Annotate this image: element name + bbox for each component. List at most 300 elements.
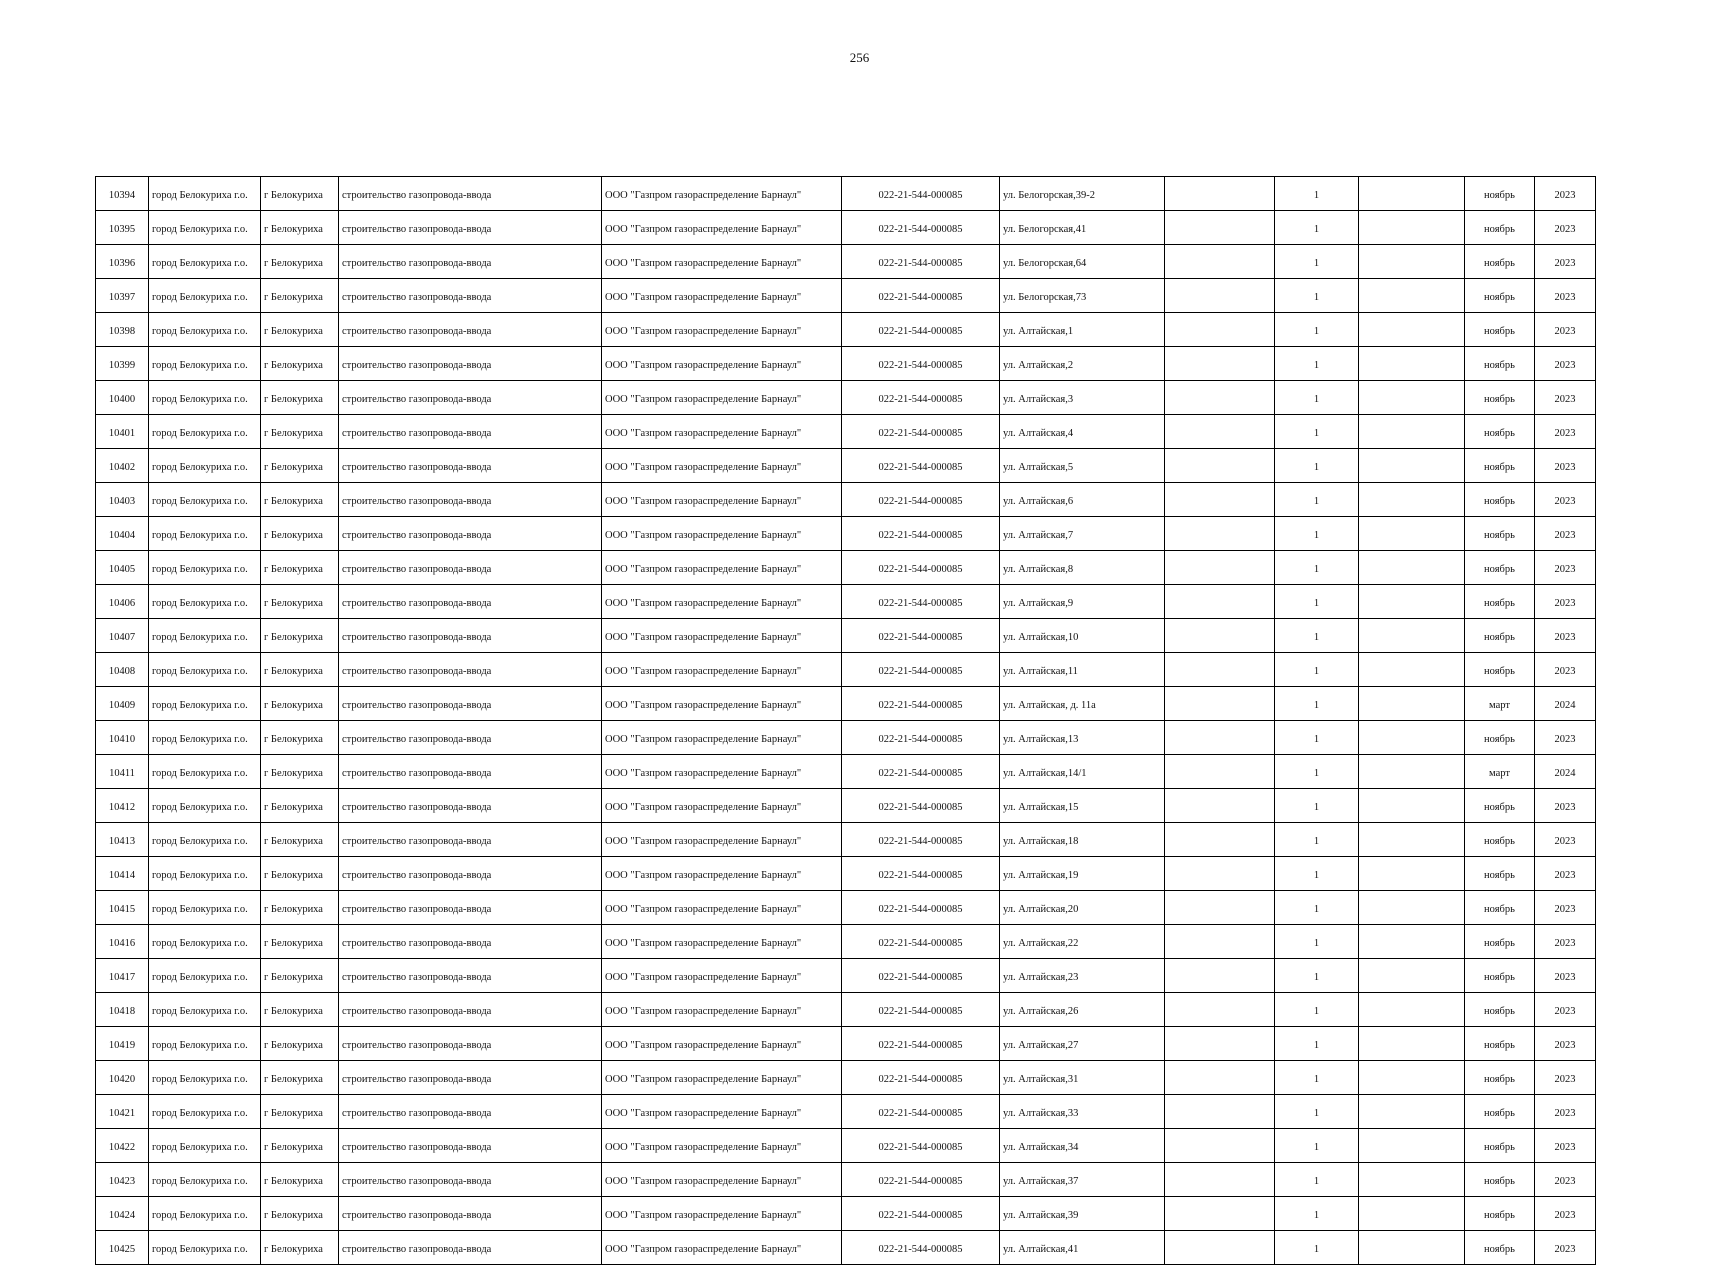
table-row bbox=[96, 245, 1596, 279]
address-cell: ул. Алтайская,20 bbox=[1000, 891, 1165, 925]
locality-cell: г Белокуриха bbox=[261, 1027, 339, 1061]
empty-cell bbox=[1165, 687, 1275, 721]
organization-cell: ООО "Газпром газораспределение Барнаул" bbox=[602, 211, 842, 245]
organization-cell: ООО "Газпром газораспределение Барнаул" bbox=[602, 993, 842, 1027]
work-type-cell: строительство газопровода-ввода bbox=[339, 1061, 602, 1095]
locality-cell: г Белокуриха bbox=[261, 755, 339, 789]
empty-cell bbox=[1359, 755, 1465, 789]
year-cell: 2023 bbox=[1535, 1129, 1596, 1163]
municipality-cell: город Белокуриха г.о. bbox=[149, 993, 261, 1027]
month-cell: ноябрь bbox=[1465, 925, 1535, 959]
month-cell: ноябрь bbox=[1465, 279, 1535, 313]
empty-cell bbox=[1165, 925, 1275, 959]
table-row bbox=[96, 1027, 1596, 1061]
work-type-cell: строительство газопровода-ввода bbox=[339, 211, 602, 245]
month-cell: ноябрь bbox=[1465, 1061, 1535, 1095]
empty-cell bbox=[1165, 551, 1275, 585]
municipality-cell: город Белокуриха г.о. bbox=[149, 1231, 261, 1265]
locality-cell: г Белокуриха bbox=[261, 381, 339, 415]
table-row bbox=[96, 517, 1596, 551]
year-cell: 2023 bbox=[1535, 1061, 1596, 1095]
table-row bbox=[96, 823, 1596, 857]
municipality-cell: город Белокуриха г.о. bbox=[149, 721, 261, 755]
work-type-cell: строительство газопровода-ввода bbox=[339, 687, 602, 721]
address-cell: ул. Алтайская,7 bbox=[1000, 517, 1165, 551]
work-type-cell: строительство газопровода-ввода bbox=[339, 755, 602, 789]
program-code-cell: 022-21-544-000085 bbox=[842, 1197, 1000, 1231]
program-code-cell: 022-21-544-000085 bbox=[842, 449, 1000, 483]
month-cell: ноябрь bbox=[1465, 789, 1535, 823]
municipality-cell: город Белокуриха г.о. bbox=[149, 823, 261, 857]
program-code-cell: 022-21-544-000085 bbox=[842, 1095, 1000, 1129]
empty-cell bbox=[1165, 891, 1275, 925]
month-cell: ноябрь bbox=[1465, 993, 1535, 1027]
year-cell: 2023 bbox=[1535, 517, 1596, 551]
locality-cell: г Белокуриха bbox=[261, 1129, 339, 1163]
quantity-cell: 1 bbox=[1275, 993, 1359, 1027]
year-cell: 2023 bbox=[1535, 721, 1596, 755]
quantity-cell: 1 bbox=[1275, 721, 1359, 755]
empty-cell bbox=[1165, 1061, 1275, 1095]
row-number-cell: 10399 bbox=[96, 347, 149, 381]
year-cell: 2023 bbox=[1535, 1027, 1596, 1061]
organization-cell: ООО "Газпром газораспределение Барнаул" bbox=[602, 1095, 842, 1129]
locality-cell: г Белокуриха bbox=[261, 449, 339, 483]
month-cell: ноябрь bbox=[1465, 857, 1535, 891]
locality-cell: г Белокуриха bbox=[261, 551, 339, 585]
year-cell: 2023 bbox=[1535, 177, 1596, 211]
work-type-cell: строительство газопровода-ввода bbox=[339, 551, 602, 585]
address-cell: ул. Алтайская,34 bbox=[1000, 1129, 1165, 1163]
empty-cell bbox=[1165, 1129, 1275, 1163]
table-row bbox=[96, 891, 1596, 925]
program-code-cell: 022-21-544-000085 bbox=[842, 653, 1000, 687]
locality-cell: г Белокуриха bbox=[261, 313, 339, 347]
quantity-cell: 1 bbox=[1275, 279, 1359, 313]
empty-cell bbox=[1359, 279, 1465, 313]
program-code-cell: 022-21-544-000085 bbox=[842, 755, 1000, 789]
locality-cell: г Белокуриха bbox=[261, 857, 339, 891]
row-number-cell: 10421 bbox=[96, 1095, 149, 1129]
month-cell: ноябрь bbox=[1465, 313, 1535, 347]
organization-cell: ООО "Газпром газораспределение Барнаул" bbox=[602, 1163, 842, 1197]
municipality-cell: город Белокуриха г.о. bbox=[149, 755, 261, 789]
address-cell: ул. Алтайская,41 bbox=[1000, 1231, 1165, 1265]
locality-cell: г Белокуриха bbox=[261, 1061, 339, 1095]
row-number-cell: 10397 bbox=[96, 279, 149, 313]
municipality-cell: город Белокуриха г.о. bbox=[149, 891, 261, 925]
empty-cell bbox=[1359, 177, 1465, 211]
organization-cell: ООО "Газпром газораспределение Барнаул" bbox=[602, 1061, 842, 1095]
table-row bbox=[96, 653, 1596, 687]
program-code-cell: 022-21-544-000085 bbox=[842, 585, 1000, 619]
organization-cell: ООО "Газпром газораспределение Барнаул" bbox=[602, 721, 842, 755]
empty-cell bbox=[1165, 585, 1275, 619]
empty-cell bbox=[1165, 619, 1275, 653]
municipality-cell: город Белокуриха г.о. bbox=[149, 211, 261, 245]
year-cell: 2023 bbox=[1535, 993, 1596, 1027]
row-number-cell: 10398 bbox=[96, 313, 149, 347]
address-cell: ул. Алтайская,13 bbox=[1000, 721, 1165, 755]
empty-cell bbox=[1165, 857, 1275, 891]
municipality-cell: город Белокуриха г.о. bbox=[149, 245, 261, 279]
row-number-cell: 10425 bbox=[96, 1231, 149, 1265]
row-number-cell: 10408 bbox=[96, 653, 149, 687]
empty-cell bbox=[1165, 1095, 1275, 1129]
year-cell: 2023 bbox=[1535, 381, 1596, 415]
table-row bbox=[96, 211, 1596, 245]
address-cell: ул. Алтайская,10 bbox=[1000, 619, 1165, 653]
quantity-cell: 1 bbox=[1275, 619, 1359, 653]
address-cell: ул. Алтайская,5 bbox=[1000, 449, 1165, 483]
empty-cell bbox=[1165, 789, 1275, 823]
organization-cell: ООО "Газпром газораспределение Барнаул" bbox=[602, 517, 842, 551]
empty-cell bbox=[1359, 619, 1465, 653]
table-row bbox=[96, 959, 1596, 993]
work-type-cell: строительство газопровода-ввода bbox=[339, 517, 602, 551]
empty-cell bbox=[1165, 993, 1275, 1027]
municipality-cell: город Белокуриха г.о. bbox=[149, 619, 261, 653]
month-cell: ноябрь bbox=[1465, 415, 1535, 449]
month-cell: ноябрь bbox=[1465, 483, 1535, 517]
locality-cell: г Белокуриха bbox=[261, 1163, 339, 1197]
table-row bbox=[96, 789, 1596, 823]
program-code-cell: 022-21-544-000085 bbox=[842, 891, 1000, 925]
organization-cell: ООО "Газпром газораспределение Барнаул" bbox=[602, 1027, 842, 1061]
row-number-cell: 10401 bbox=[96, 415, 149, 449]
locality-cell: г Белокуриха bbox=[261, 653, 339, 687]
program-code-cell: 022-21-544-000085 bbox=[842, 721, 1000, 755]
year-cell: 2024 bbox=[1535, 687, 1596, 721]
month-cell: ноябрь bbox=[1465, 1197, 1535, 1231]
work-type-cell: строительство газопровода-ввода bbox=[339, 619, 602, 653]
month-cell: март bbox=[1465, 687, 1535, 721]
year-cell: 2023 bbox=[1535, 211, 1596, 245]
organization-cell: ООО "Газпром газораспределение Барнаул" bbox=[602, 925, 842, 959]
locality-cell: г Белокуриха bbox=[261, 993, 339, 1027]
work-type-cell: строительство газопровода-ввода bbox=[339, 925, 602, 959]
row-number-cell: 10406 bbox=[96, 585, 149, 619]
locality-cell: г Белокуриха bbox=[261, 1231, 339, 1265]
row-number-cell: 10412 bbox=[96, 789, 149, 823]
locality-cell: г Белокуриха bbox=[261, 279, 339, 313]
address-cell: ул. Алтайская,4 bbox=[1000, 415, 1165, 449]
work-type-cell: строительство газопровода-ввода bbox=[339, 347, 602, 381]
table-row bbox=[96, 347, 1596, 381]
locality-cell: г Белокуриха bbox=[261, 1197, 339, 1231]
empty-cell bbox=[1359, 245, 1465, 279]
month-cell: ноябрь bbox=[1465, 517, 1535, 551]
empty-cell bbox=[1165, 1231, 1275, 1265]
empty-cell bbox=[1165, 1197, 1275, 1231]
program-code-cell: 022-21-544-000085 bbox=[842, 347, 1000, 381]
program-code-cell: 022-21-544-000085 bbox=[842, 925, 1000, 959]
quantity-cell: 1 bbox=[1275, 755, 1359, 789]
empty-cell bbox=[1359, 449, 1465, 483]
program-code-cell: 022-21-544-000085 bbox=[842, 551, 1000, 585]
program-code-cell: 022-21-544-000085 bbox=[842, 823, 1000, 857]
empty-cell bbox=[1359, 823, 1465, 857]
quantity-cell: 1 bbox=[1275, 177, 1359, 211]
quantity-cell: 1 bbox=[1275, 1027, 1359, 1061]
work-type-cell: строительство газопровода-ввода bbox=[339, 177, 602, 211]
empty-cell bbox=[1165, 211, 1275, 245]
locality-cell: г Белокуриха bbox=[261, 585, 339, 619]
month-cell: ноябрь bbox=[1465, 211, 1535, 245]
program-code-cell: 022-21-544-000085 bbox=[842, 1027, 1000, 1061]
program-code-cell: 022-21-544-000085 bbox=[842, 1129, 1000, 1163]
organization-cell: ООО "Газпром газораспределение Барнаул" bbox=[602, 483, 842, 517]
year-cell: 2023 bbox=[1535, 551, 1596, 585]
locality-cell: г Белокуриха bbox=[261, 687, 339, 721]
row-number-cell: 10418 bbox=[96, 993, 149, 1027]
year-cell: 2023 bbox=[1535, 313, 1596, 347]
year-cell: 2023 bbox=[1535, 1197, 1596, 1231]
empty-cell bbox=[1165, 755, 1275, 789]
municipality-cell: город Белокуриха г.о. bbox=[149, 653, 261, 687]
organization-cell: ООО "Газпром газораспределение Барнаул" bbox=[602, 449, 842, 483]
organization-cell: ООО "Газпром газораспределение Барнаул" bbox=[602, 755, 842, 789]
work-type-cell: строительство газопровода-ввода bbox=[339, 721, 602, 755]
work-type-cell: строительство газопровода-ввода bbox=[339, 891, 602, 925]
municipality-cell: город Белокуриха г.о. bbox=[149, 381, 261, 415]
quantity-cell: 1 bbox=[1275, 211, 1359, 245]
program-code-cell: 022-21-544-000085 bbox=[842, 1163, 1000, 1197]
quantity-cell: 1 bbox=[1275, 1163, 1359, 1197]
year-cell: 2023 bbox=[1535, 959, 1596, 993]
municipality-cell: город Белокуриха г.о. bbox=[149, 1129, 261, 1163]
municipality-cell: город Белокуриха г.о. bbox=[149, 1061, 261, 1095]
empty-cell bbox=[1165, 381, 1275, 415]
year-cell: 2023 bbox=[1535, 245, 1596, 279]
program-code-cell: 022-21-544-000085 bbox=[842, 1061, 1000, 1095]
empty-cell bbox=[1165, 959, 1275, 993]
municipality-cell: город Белокуриха г.о. bbox=[149, 279, 261, 313]
locality-cell: г Белокуриха bbox=[261, 721, 339, 755]
work-type-cell: строительство газопровода-ввода bbox=[339, 279, 602, 313]
address-cell: ул. Алтайская,2 bbox=[1000, 347, 1165, 381]
empty-cell bbox=[1359, 993, 1465, 1027]
row-number-cell: 10416 bbox=[96, 925, 149, 959]
address-cell: ул. Белогорская,39-2 bbox=[1000, 177, 1165, 211]
locality-cell: г Белокуриха bbox=[261, 789, 339, 823]
table-row bbox=[96, 755, 1596, 789]
municipality-cell: город Белокуриха г.о. bbox=[149, 1095, 261, 1129]
locality-cell: г Белокуриха bbox=[261, 177, 339, 211]
work-type-cell: строительство газопровода-ввода bbox=[339, 313, 602, 347]
empty-cell bbox=[1165, 415, 1275, 449]
empty-cell bbox=[1165, 483, 1275, 517]
year-cell: 2023 bbox=[1535, 1163, 1596, 1197]
empty-cell bbox=[1359, 585, 1465, 619]
empty-cell bbox=[1359, 1095, 1465, 1129]
address-cell: ул. Белогорская,73 bbox=[1000, 279, 1165, 313]
locality-cell: г Белокуриха bbox=[261, 925, 339, 959]
empty-cell bbox=[1359, 483, 1465, 517]
quantity-cell: 1 bbox=[1275, 381, 1359, 415]
month-cell: ноябрь bbox=[1465, 1231, 1535, 1265]
work-type-cell: строительство газопровода-ввода bbox=[339, 415, 602, 449]
year-cell: 2023 bbox=[1535, 1231, 1596, 1265]
program-code-cell: 022-21-544-000085 bbox=[842, 177, 1000, 211]
month-cell: ноябрь bbox=[1465, 449, 1535, 483]
row-number-cell: 10422 bbox=[96, 1129, 149, 1163]
work-type-cell: строительство газопровода-ввода bbox=[339, 1027, 602, 1061]
table-row bbox=[96, 1231, 1596, 1265]
address-cell: ул. Алтайская,23 bbox=[1000, 959, 1165, 993]
work-type-cell: строительство газопровода-ввода bbox=[339, 857, 602, 891]
table-row bbox=[96, 1197, 1596, 1231]
work-type-cell: строительство газопровода-ввода bbox=[339, 483, 602, 517]
work-type-cell: строительство газопровода-ввода bbox=[339, 585, 602, 619]
locality-cell: г Белокуриха bbox=[261, 1095, 339, 1129]
table-row bbox=[96, 449, 1596, 483]
page-number: 256 bbox=[849, 50, 870, 65]
address-cell: ул. Алтайская,11 bbox=[1000, 653, 1165, 687]
organization-cell: ООО "Газпром газораспределение Барнаул" bbox=[602, 381, 842, 415]
empty-cell bbox=[1165, 279, 1275, 313]
empty-cell bbox=[1359, 1061, 1465, 1095]
organization-cell: ООО "Газпром газораспределение Барнаул" bbox=[602, 245, 842, 279]
work-type-cell: строительство газопровода-ввода bbox=[339, 449, 602, 483]
quantity-cell: 1 bbox=[1275, 415, 1359, 449]
municipality-cell: город Белокуриха г.о. bbox=[149, 585, 261, 619]
work-type-cell: строительство газопровода-ввода bbox=[339, 1129, 602, 1163]
empty-cell bbox=[1359, 891, 1465, 925]
month-cell: ноябрь bbox=[1465, 653, 1535, 687]
quantity-cell: 1 bbox=[1275, 245, 1359, 279]
program-code-cell: 022-21-544-000085 bbox=[842, 245, 1000, 279]
row-number-cell: 10402 bbox=[96, 449, 149, 483]
quantity-cell: 1 bbox=[1275, 551, 1359, 585]
empty-cell bbox=[1165, 653, 1275, 687]
municipality-cell: город Белокуриха г.о. bbox=[149, 449, 261, 483]
organization-cell: ООО "Газпром газораспределение Барнаул" bbox=[602, 857, 842, 891]
address-cell: ул. Алтайская,6 bbox=[1000, 483, 1165, 517]
empty-cell bbox=[1359, 313, 1465, 347]
locality-cell: г Белокуриха bbox=[261, 517, 339, 551]
municipality-cell: город Белокуриха г.о. bbox=[149, 177, 261, 211]
organization-cell: ООО "Газпром газораспределение Барнаул" bbox=[602, 959, 842, 993]
month-cell: ноябрь bbox=[1465, 245, 1535, 279]
year-cell: 2023 bbox=[1535, 279, 1596, 313]
table-row bbox=[96, 721, 1596, 755]
organization-cell: ООО "Газпром газораспределение Барнаул" bbox=[602, 177, 842, 211]
year-cell: 2023 bbox=[1535, 823, 1596, 857]
organization-cell: ООО "Газпром газораспределение Барнаул" bbox=[602, 1129, 842, 1163]
quantity-cell: 1 bbox=[1275, 1129, 1359, 1163]
month-cell: ноябрь bbox=[1465, 381, 1535, 415]
empty-cell bbox=[1359, 857, 1465, 891]
month-cell: ноябрь bbox=[1465, 619, 1535, 653]
organization-cell: ООО "Газпром газораспределение Барнаул" bbox=[602, 551, 842, 585]
quantity-cell: 1 bbox=[1275, 857, 1359, 891]
table-row bbox=[96, 177, 1596, 211]
quantity-cell: 1 bbox=[1275, 653, 1359, 687]
row-number-cell: 10419 bbox=[96, 1027, 149, 1061]
empty-cell bbox=[1359, 517, 1465, 551]
row-number-cell: 10396 bbox=[96, 245, 149, 279]
work-type-cell: строительство газопровода-ввода bbox=[339, 1163, 602, 1197]
work-type-cell: строительство газопровода-ввода bbox=[339, 789, 602, 823]
address-cell: ул. Алтайская,19 bbox=[1000, 857, 1165, 891]
work-type-cell: строительство газопровода-ввода bbox=[339, 1231, 602, 1265]
month-cell: ноябрь bbox=[1465, 177, 1535, 211]
row-number-cell: 10404 bbox=[96, 517, 149, 551]
locality-cell: г Белокуриха bbox=[261, 245, 339, 279]
empty-cell bbox=[1359, 721, 1465, 755]
municipality-cell: город Белокуриха г.о. bbox=[149, 1197, 261, 1231]
municipality-cell: город Белокуриха г.о. bbox=[149, 415, 261, 449]
work-type-cell: строительство газопровода-ввода bbox=[339, 245, 602, 279]
empty-cell bbox=[1359, 211, 1465, 245]
address-cell: ул. Алтайская,31 bbox=[1000, 1061, 1165, 1095]
program-code-cell: 022-21-544-000085 bbox=[842, 279, 1000, 313]
table-row bbox=[96, 1095, 1596, 1129]
organization-cell: ООО "Газпром газораспределение Барнаул" bbox=[602, 619, 842, 653]
empty-cell bbox=[1359, 551, 1465, 585]
address-cell: ул. Алтайская,8 bbox=[1000, 551, 1165, 585]
address-cell: ул. Алтайская,3 bbox=[1000, 381, 1165, 415]
municipality-cell: город Белокуриха г.о. bbox=[149, 857, 261, 891]
address-cell: ул. Алтайская,15 bbox=[1000, 789, 1165, 823]
municipality-cell: город Белокуриха г.о. bbox=[149, 1163, 261, 1197]
program-code-cell: 022-21-544-000085 bbox=[842, 959, 1000, 993]
municipality-cell: город Белокуриха г.о. bbox=[149, 959, 261, 993]
month-cell: ноябрь bbox=[1465, 721, 1535, 755]
work-type-cell: строительство газопровода-ввода bbox=[339, 993, 602, 1027]
month-cell: март bbox=[1465, 755, 1535, 789]
year-cell: 2023 bbox=[1535, 857, 1596, 891]
empty-cell bbox=[1359, 415, 1465, 449]
program-code-cell: 022-21-544-000085 bbox=[842, 687, 1000, 721]
year-cell: 2023 bbox=[1535, 653, 1596, 687]
address-cell: ул. Белогорская,64 bbox=[1000, 245, 1165, 279]
quantity-cell: 1 bbox=[1275, 823, 1359, 857]
organization-cell: ООО "Газпром газораспределение Барнаул" bbox=[602, 823, 842, 857]
organization-cell: ООО "Газпром газораспределение Барнаул" bbox=[602, 313, 842, 347]
empty-cell bbox=[1359, 687, 1465, 721]
row-number-cell: 10413 bbox=[96, 823, 149, 857]
month-cell: ноябрь bbox=[1465, 551, 1535, 585]
empty-cell bbox=[1359, 789, 1465, 823]
year-cell: 2023 bbox=[1535, 585, 1596, 619]
organization-cell: ООО "Газпром газораспределение Барнаул" bbox=[602, 1231, 842, 1265]
locality-cell: г Белокуриха bbox=[261, 823, 339, 857]
table-row bbox=[96, 1163, 1596, 1197]
month-cell: ноябрь bbox=[1465, 1095, 1535, 1129]
row-number-cell: 10414 bbox=[96, 857, 149, 891]
table-row bbox=[96, 619, 1596, 653]
empty-cell bbox=[1165, 177, 1275, 211]
address-cell: ул. Алтайская,26 bbox=[1000, 993, 1165, 1027]
address-cell: ул. Алтайская,27 bbox=[1000, 1027, 1165, 1061]
address-cell: ул. Алтайская,22 bbox=[1000, 925, 1165, 959]
empty-cell bbox=[1165, 449, 1275, 483]
row-number-cell: 10424 bbox=[96, 1197, 149, 1231]
program-code-cell: 022-21-544-000085 bbox=[842, 211, 1000, 245]
address-cell: ул. Алтайская,18 bbox=[1000, 823, 1165, 857]
locality-cell: г Белокуриха bbox=[261, 211, 339, 245]
empty-cell bbox=[1359, 1027, 1465, 1061]
empty-cell bbox=[1165, 347, 1275, 381]
year-cell: 2023 bbox=[1535, 925, 1596, 959]
gas-connection-table bbox=[95, 176, 1596, 1265]
locality-cell: г Белокуриха bbox=[261, 891, 339, 925]
table-row bbox=[96, 993, 1596, 1027]
address-cell: ул. Белогорская,41 bbox=[1000, 211, 1165, 245]
quantity-cell: 1 bbox=[1275, 1061, 1359, 1095]
